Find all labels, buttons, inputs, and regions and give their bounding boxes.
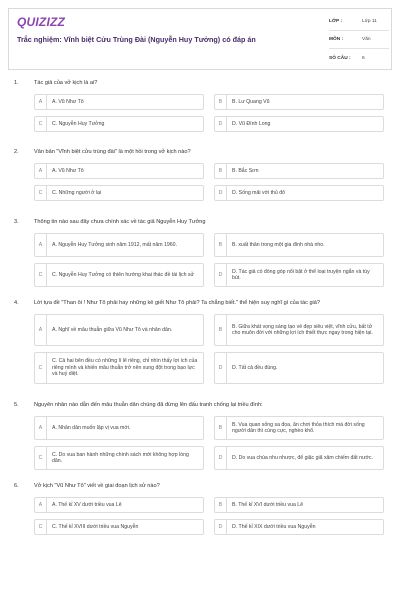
option-text: A. Thế kỉ XV dưới triều vua Lê <box>52 501 122 508</box>
option-d[interactable] <box>214 185 384 201</box>
option-text: C. Nguyễn Huy Tưởng <box>52 120 105 127</box>
worksheet-meta <box>329 13 389 67</box>
option-text: A. Vũ Như Tô <box>52 98 84 105</box>
question-text: Nguyên nhân nào dẫn đến mâu thuẫn dân chúng đã đứng lên đấu tranh chống lại triều đình: <box>34 402 263 408</box>
question-text: Tác giả của vở kịch là ai? <box>34 80 98 86</box>
option-letter: A <box>35 417 47 439</box>
option-c[interactable] <box>34 446 204 470</box>
meta-value: Lớp 11 <box>362 19 377 24</box>
option-letter: C <box>35 186 47 200</box>
option-text: B. Lư Quang Vũ <box>232 98 270 105</box>
option-a[interactable] <box>34 497 204 513</box>
option-letter: C <box>35 117 47 131</box>
worksheet-header <box>8 8 392 70</box>
quizizz-logo: QUIZIZZ <box>17 15 66 29</box>
question-2 <box>14 149 386 196</box>
option-c[interactable] <box>34 519 204 535</box>
option-letter: A <box>35 164 47 178</box>
option-letter: C <box>35 520 47 534</box>
option-letter: A <box>35 234 47 256</box>
question-number: 4. <box>14 300 19 306</box>
option-text: A. Vũ Như Tô <box>52 167 84 174</box>
worksheet-title: Trắc nghiệm: Vĩnh biệt Cửu Trùng Đài (Nguyễn Huy Tưởng) có đáp án <box>17 35 256 44</box>
question-text: Lời tựa đề "Than ôi ! Như Tô phải hay những kẻ giết Như Tô phải? Ta chẳng biết." thể hiện suy nghĩ gì của tác giả? <box>34 300 321 306</box>
option-letter: B <box>215 164 227 178</box>
question-6 <box>14 483 386 530</box>
meta-key: SỐ CÂU : <box>329 55 351 61</box>
option-letter: B <box>215 234 227 256</box>
option-letter: B <box>215 417 227 439</box>
option-b[interactable] <box>214 314 384 346</box>
option-letter: A <box>35 315 47 345</box>
option-d[interactable] <box>214 519 384 535</box>
option-b[interactable] <box>214 497 384 513</box>
option-text: B. Vua quan sống sa đọa, ăn chơi thỏa thích mà đời sống người dân thì cùng cực, nghèo khổ. <box>232 421 365 434</box>
question-1 <box>14 80 386 127</box>
question-number: 3. <box>14 219 19 225</box>
option-letter: C <box>35 447 47 469</box>
question-text: Vở kịch "Vũ Như Tô" viết về giai đoạn lịch sử nào? <box>34 483 160 489</box>
meta-key: LỚP : <box>329 19 343 24</box>
option-text: B. Giữa khát vọng sáng tạo vẻ đẹp siêu việt, vĩnh cửu, bất tử cho muôn đời với những lợi ích thiết thực ngay trong hiện tại. <box>232 323 373 336</box>
option-letter: C <box>35 353 47 383</box>
option-letter: D <box>215 264 227 286</box>
option-d[interactable] <box>214 446 384 470</box>
option-letter: D <box>215 520 227 534</box>
option-text: D. Do vua chúa nhu nhược, để giặc giã xâm chiếm đất nước. <box>232 454 373 461</box>
option-letter: B <box>215 498 227 512</box>
option-d[interactable] <box>214 116 384 132</box>
option-letter: A <box>35 498 47 512</box>
question-3 <box>14 219 386 281</box>
option-letter: D <box>215 353 227 383</box>
option-b[interactable] <box>214 233 384 257</box>
option-a[interactable] <box>34 314 204 346</box>
meta-row-class <box>329 13 389 31</box>
option-text: C. Cả hai bên đều có những lí lẽ riêng, chỉ nhìn thấy lợi ích của riêng mình và khiến mâu thuẫn trở nên xung đột trong bạo lực và huỷ diệt. <box>52 358 198 378</box>
option-a[interactable] <box>34 233 204 257</box>
option-letter: D <box>215 117 227 131</box>
option-text: B. Bắc Sơn <box>232 167 259 174</box>
option-text: B. Thế kỉ XVI dưới triều vua Lê <box>232 501 304 508</box>
option-c[interactable] <box>34 185 204 201</box>
meta-row-subject <box>329 31 389 49</box>
option-text: C. Nguyễn Huy Tưởng có thiên hướng khai thác đề tài lịch sử <box>52 271 194 278</box>
option-text: D. Tác giả có đóng góp nổi bật ở thể loại truyện ngắn và tùy bút. <box>232 268 370 281</box>
meta-row-count <box>329 49 389 67</box>
option-text: D. Thế kỉ XIX dưới triều vua Nguyễn <box>232 523 316 530</box>
meta-key: MÔN : <box>329 37 344 42</box>
option-text: C. Do vua ban hành những chính sách mới không hợp lòng dân. <box>52 451 189 464</box>
question-5 <box>14 402 386 464</box>
option-text: A. Nhân dân muốn lập vị vua mới. <box>52 424 131 431</box>
option-letter: A <box>35 95 47 109</box>
question-text: Thông tin nào sau đây chưa chính xác về tác giả Nguyễn Huy Tưởng <box>34 219 206 225</box>
option-a[interactable] <box>34 94 204 110</box>
option-letter: B <box>215 95 227 109</box>
option-c[interactable] <box>34 352 204 384</box>
option-d[interactable] <box>214 352 384 384</box>
option-text: D. Tất cả đều đúng. <box>232 364 278 371</box>
option-letter: D <box>215 186 227 200</box>
option-text: D. Sống mãi với thủ đô <box>232 189 285 196</box>
option-text: A. Nguyễn Huy Tưởng sinh năm 1912, mất năm 1960. <box>52 241 178 248</box>
option-b[interactable] <box>214 163 384 179</box>
option-text: D. Vũ Đình Long <box>232 120 271 127</box>
option-a[interactable] <box>34 163 204 179</box>
option-text: B. xuất thân trong một gia đình nhà nho. <box>232 241 325 248</box>
option-b[interactable] <box>214 416 384 440</box>
question-number: 5. <box>14 402 19 408</box>
question-text: Văn bản "Vĩnh biệt cửu trùng đài" là một hồi trong vở kịch nào? <box>34 149 191 155</box>
option-b[interactable] <box>214 94 384 110</box>
option-letter: B <box>215 315 227 345</box>
meta-value: 6 <box>362 55 365 61</box>
question-4 <box>14 300 386 378</box>
option-text: C. Thế kỉ XVIII dưới triều vua Nguyễn <box>52 523 139 530</box>
option-c[interactable] <box>34 116 204 132</box>
meta-value: Văn <box>362 37 371 42</box>
option-c[interactable] <box>34 263 204 287</box>
option-letter: D <box>215 447 227 469</box>
option-text: A. Nghĩ về mâu thuẫn giữa Vũ Như Tô và nhân dân. <box>52 326 173 333</box>
option-a[interactable] <box>34 416 204 440</box>
question-number: 2. <box>14 149 19 155</box>
option-text: C. Những người ở lại <box>52 189 102 196</box>
option-d[interactable] <box>214 263 384 287</box>
question-number: 1. <box>14 80 19 86</box>
option-letter: C <box>35 264 47 286</box>
question-number: 6. <box>14 483 19 489</box>
